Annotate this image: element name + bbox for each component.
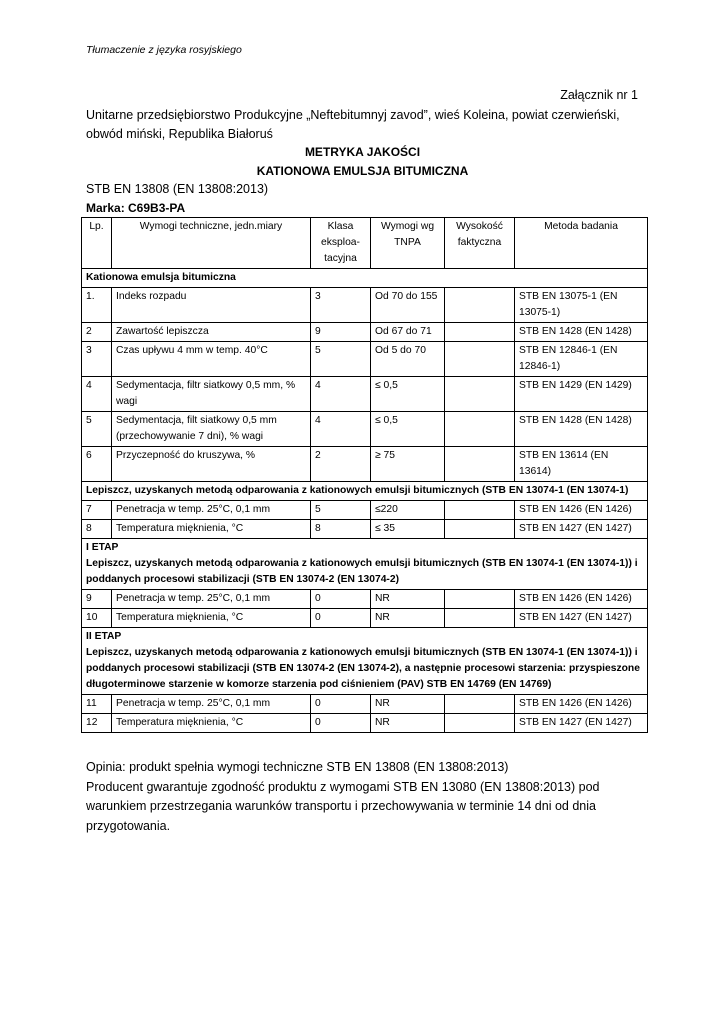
table-cell: 10 bbox=[82, 609, 112, 628]
section-cell bbox=[82, 628, 648, 695]
table-cell bbox=[445, 714, 515, 733]
table-cell: 0 bbox=[311, 590, 371, 609]
header-cell: Wymogi techniczne, jedn.miary bbox=[112, 218, 311, 269]
table-cell bbox=[445, 447, 515, 482]
table-row bbox=[82, 714, 648, 733]
guarantee-line: Producent gwarantuje zgodność produktu z wymogami STB EN 13080 (EN 13808:2013) pod warunkiem przestrzegania warunków transportu i przechowywania w terminie 14 dni od dnia przygotowania. bbox=[86, 779, 600, 833]
table-cell: 9 bbox=[82, 590, 112, 609]
standard-line: STB EN 13808 (EN 13808:2013) bbox=[86, 182, 269, 196]
table-cell: Temperatura mięknienia, °C bbox=[112, 609, 311, 628]
table-row bbox=[82, 695, 648, 714]
table-cell: 5 bbox=[82, 412, 112, 447]
table-row bbox=[82, 412, 648, 447]
table-cell: Penetracja w temp. 25°C, 0,1 mm bbox=[112, 695, 311, 714]
table-cell: STB EN 1427 (EN 1427) bbox=[515, 714, 648, 733]
table-cell: 4 bbox=[311, 377, 371, 412]
brand-line: Marka: C69B3-PA bbox=[86, 201, 186, 215]
table-cell bbox=[445, 695, 515, 714]
table-cell: 7 bbox=[82, 501, 112, 520]
table-cell bbox=[445, 520, 515, 539]
table-cell bbox=[445, 323, 515, 342]
table-cell: 0 bbox=[311, 695, 371, 714]
table-cell: 2 bbox=[311, 447, 371, 482]
section-text: Lepiszcz, uzyskanych metodą odparowania z kationowych emulsji bitumicznych (STB EN 13074-1 (EN 13074-1) bbox=[86, 485, 629, 496]
quality-table bbox=[81, 217, 648, 733]
table-cell: NR bbox=[371, 590, 445, 609]
table-cell: 12 bbox=[82, 714, 112, 733]
table-cell: Zawartość lepiszcza bbox=[112, 323, 311, 342]
table-cell: Przyczepność do kruszywa, % bbox=[112, 447, 311, 482]
table-cell: 3 bbox=[311, 288, 371, 323]
section-text: Kationowa emulsja bitumiczna bbox=[86, 272, 236, 283]
section-row bbox=[82, 482, 648, 501]
table-header-row bbox=[82, 218, 648, 269]
table-cell bbox=[445, 412, 515, 447]
table-row bbox=[82, 590, 648, 609]
section-text: I ETAP bbox=[86, 542, 119, 553]
table-body bbox=[82, 269, 648, 733]
header-cell: Wymogi wg TNPA bbox=[371, 218, 445, 269]
document-subtitle: KATIONOWA EMULSJA BITUMICZNA bbox=[256, 164, 469, 178]
table-cell: Od 67 do 71 bbox=[371, 323, 445, 342]
table-cell: STB EN 13614 (EN 13614) bbox=[515, 447, 648, 482]
table-cell: ≤ 0,5 bbox=[371, 377, 445, 412]
table-cell: Penetracja w temp. 25°C, 0,1 mm bbox=[112, 501, 311, 520]
table-cell: 4 bbox=[311, 412, 371, 447]
table-cell: Indeks rozpadu bbox=[112, 288, 311, 323]
table-cell: ≤220 bbox=[371, 501, 445, 520]
table-cell: STB EN 1426 (EN 1426) bbox=[515, 695, 648, 714]
table-row bbox=[82, 609, 648, 628]
table-cell: STB EN 1427 (EN 1427) bbox=[515, 609, 648, 628]
table-row bbox=[82, 447, 648, 482]
table-cell: 6 bbox=[82, 447, 112, 482]
table-cell: 4 bbox=[82, 377, 112, 412]
table-row bbox=[82, 323, 648, 342]
table-row bbox=[82, 501, 648, 520]
section-text: Lepiszcz, uzyskanych metodą odparowania z kationowych emulsji bitumicznych (STB EN 13074-1 (EN 13074-1)) i poddanych procesowi stabilizacji (STB EN 13074-2 (EN 13074-2) bbox=[86, 558, 638, 585]
section-cell bbox=[82, 539, 648, 590]
table-cell: Od 70 do 155 bbox=[371, 288, 445, 323]
table-cell: Penetracja w temp. 25°C, 0,1 mm bbox=[112, 590, 311, 609]
table-cell bbox=[445, 609, 515, 628]
section-cell bbox=[82, 269, 648, 288]
table-cell: Sedymentacja, filt siatkowy 0,5 mm (przechowywanie 7 dni), % wagi bbox=[112, 412, 311, 447]
header-cell: Metoda badania bbox=[515, 218, 648, 269]
annex-label: Załącznik nr 1 bbox=[560, 88, 638, 102]
table-cell: NR bbox=[371, 609, 445, 628]
section-cell bbox=[82, 482, 648, 501]
table-cell: 2 bbox=[82, 323, 112, 342]
table-cell: Temperatura mięknienia, °C bbox=[112, 714, 311, 733]
table-cell: STB EN 1429 (EN 1429) bbox=[515, 377, 648, 412]
table-cell: 0 bbox=[311, 714, 371, 733]
document-title: METRYKA JAKOŚCI bbox=[304, 145, 421, 159]
table-cell: 3 bbox=[82, 342, 112, 377]
table-cell bbox=[445, 377, 515, 412]
translation-note: Tłumaczenie z języka rosyjskiego bbox=[86, 44, 242, 56]
table-cell: 0 bbox=[311, 609, 371, 628]
table-row bbox=[82, 520, 648, 539]
table-cell: ≤ 35 bbox=[371, 520, 445, 539]
table-cell: STB EN 1426 (EN 1426) bbox=[515, 501, 648, 520]
header-cell: Lp. bbox=[82, 218, 112, 269]
table-cell: STB EN 1428 (EN 1428) bbox=[515, 412, 648, 447]
table-cell: 5 bbox=[311, 342, 371, 377]
table-cell: ≥ 75 bbox=[371, 447, 445, 482]
closing-text bbox=[86, 758, 646, 836]
table-cell bbox=[445, 590, 515, 609]
table-cell: 9 bbox=[311, 323, 371, 342]
section-row bbox=[82, 628, 648, 695]
header-cell: Wysokość faktyczna bbox=[445, 218, 515, 269]
table-row bbox=[82, 342, 648, 377]
table-cell: Sedymentacja, filtr siatkowy 0,5 mm, % wagi bbox=[112, 377, 311, 412]
table-cell: STB EN 1428 (EN 1428) bbox=[515, 323, 648, 342]
table-cell: Od 5 do 70 bbox=[371, 342, 445, 377]
section-row bbox=[82, 269, 648, 288]
table-cell bbox=[445, 288, 515, 323]
table-cell bbox=[445, 342, 515, 377]
header-cell: Klasa eksploa-tacyjna bbox=[311, 218, 371, 269]
table-cell: 1. bbox=[82, 288, 112, 323]
table-cell bbox=[445, 501, 515, 520]
table-cell: 8 bbox=[311, 520, 371, 539]
section-text: Lepiszcz, uzyskanych metodą odparowania z kationowych emulsji bitumicznych (STB EN 13074-1 (EN 13074-1)) i poddanych procesowi stabilizacji (STB EN 13074-2 (EN 13074-2), a następnie procesowi starzenia: przyspieszone długoterminowe starzenie w komorze starzenia pod ciśnieniem (PAV) STB EN 14769 (EN 14769) bbox=[86, 647, 640, 690]
table-cell: 8 bbox=[82, 520, 112, 539]
table-cell: STB EN 1427 (EN 1427) bbox=[515, 520, 648, 539]
table-cell: STB EN 12846-1 (EN 12846-1) bbox=[515, 342, 648, 377]
table-cell: 5 bbox=[311, 501, 371, 520]
table-row bbox=[82, 288, 648, 323]
table-cell: ≤ 0,5 bbox=[371, 412, 445, 447]
table-row bbox=[82, 377, 648, 412]
section-row bbox=[82, 539, 648, 590]
table-cell: NR bbox=[371, 714, 445, 733]
table-cell: Czas upływu 4 mm w temp. 40°C bbox=[112, 342, 311, 377]
section-text: II ETAP bbox=[86, 631, 122, 642]
opinion-line: Opinia: produkt spełnia wymogi techniczne STB EN 13808 (EN 13808:2013) bbox=[86, 760, 509, 774]
table-cell: Temperatura mięknienia, °C bbox=[112, 520, 311, 539]
table-cell: STB EN 13075-1 (EN 13075-1) bbox=[515, 288, 648, 323]
table-cell: 11 bbox=[82, 695, 112, 714]
table-cell: STB EN 1426 (EN 1426) bbox=[515, 590, 648, 609]
table-cell: NR bbox=[371, 695, 445, 714]
company-info: Unitarne przedsiębiorstwo Produkcyjne „Neftebitumnyj zavod”, wieś Koleina, powiat czerwieński, obwód miński, Republika Białoruś bbox=[86, 108, 620, 141]
